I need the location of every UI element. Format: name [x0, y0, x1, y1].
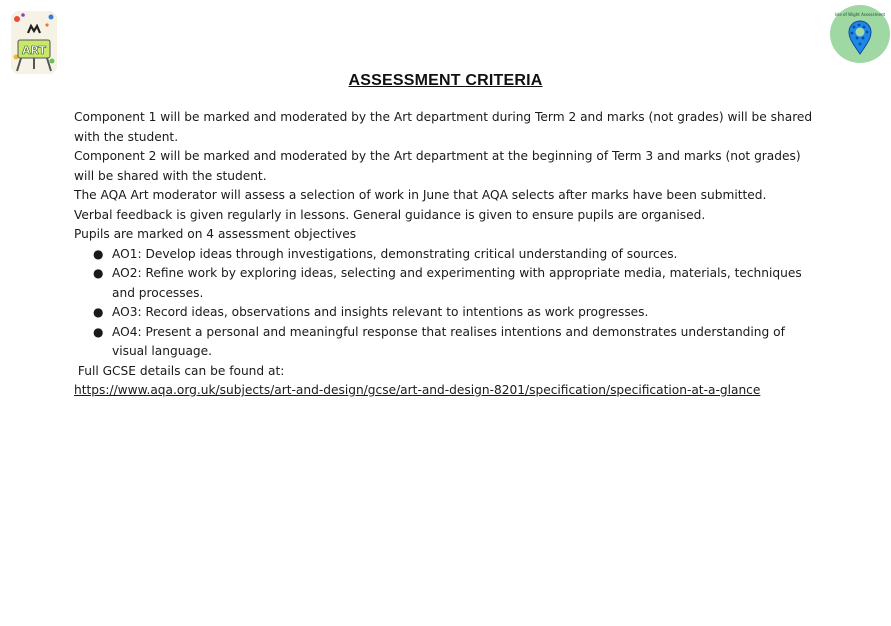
assessment-body [74, 108, 814, 401]
component-2-paragraph: Component 2 will be marked and moderated by the Art department at the beginning of Term 3 and marks (not grades) will be shared with the student. [74, 149, 801, 183]
aqa-specification-link[interactable]: https://www.aqa.org.uk/subjects/art-and-design/gcse/art-and-design-8201/specification/specification-at-a-glance [74, 383, 761, 397]
objectives-list [74, 245, 814, 362]
moderator-paragraph: The AQA Art moderator will assess a selection of work in June that AQA selects after marks have been submitted. [74, 188, 767, 202]
objective-ao4 [93, 323, 814, 362]
art-department-logo [11, 11, 57, 74]
bullet-icon: ● [93, 266, 104, 280]
objectives-intro: Pupils are marked on 4 assessment objectives [74, 227, 357, 241]
objective-text: AO3: Record ideas, observations and insights relevant to intentions as work progresses. [112, 305, 649, 319]
feedback-paragraph: Verbal feedback is given regularly in lessons. General guidance is given to ensure pupils are organised. [74, 207, 706, 222]
objective-text: AO4: Present a personal and meaningful response that realises intentions and demonstrates understanding of visual language. [112, 324, 785, 358]
objective-ao3 [93, 303, 814, 323]
objective-text: AO2: Refine work by exploring ideas, selecting and experimenting with appropriate media, materials, techniques and processes. [112, 266, 802, 300]
art-logo-text: ART [22, 44, 46, 57]
objective-text: AO1: Develop ideas through investigations, demonstrating critical understanding of sources. [112, 246, 678, 261]
objective-ao2 [93, 264, 814, 303]
component-1-paragraph: Component 1 will be marked and moderated by the Art department during Term 2 and marks (not grades) will be shared with the student. [74, 110, 813, 144]
gcse-details-label: Full GCSE details can be found at: [74, 363, 285, 378]
map-pin-logo [830, 5, 890, 63]
map-logo-text: Isle of Wight Assessment [834, 12, 886, 17]
objective-ao1 [93, 245, 814, 265]
bullet-icon: ● [93, 246, 104, 261]
bullet-icon: ● [93, 324, 104, 339]
bullet-icon: ● [93, 305, 104, 319]
page-title: ASSESSMENT CRITERIA [348, 72, 543, 89]
